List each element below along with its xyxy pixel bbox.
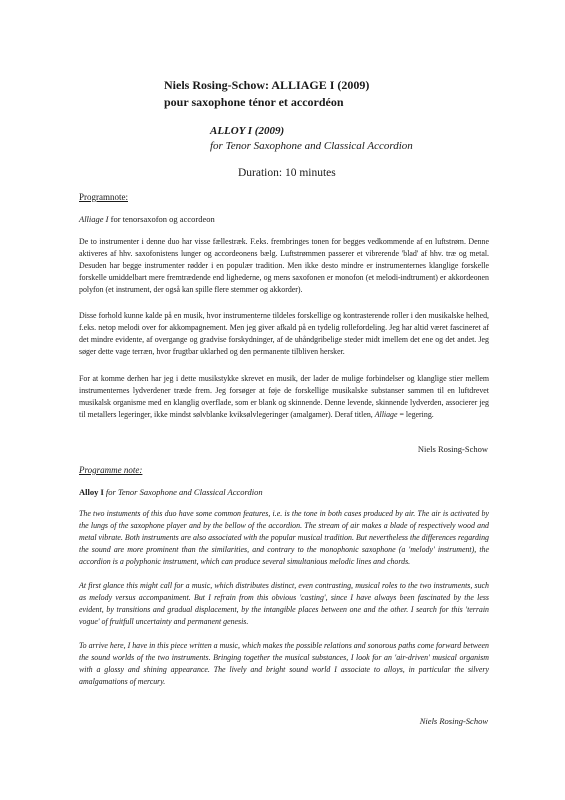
danish-signature: Niels Rosing-Schow <box>417 444 488 454</box>
english-paragraph-1: The two instuments of this duo have some common features, i.e. is the tone in both cases produced by air. The air is activated by the lungs of the saxophone player and by the bellow of the accordion. The stream of air makes a blade of respectively wood and metal vibrate. Both instruments are also associated with the popular musical tradition. But nevertheless the differences regarding the sound are more prominent than the similarities, and contrary to the monophonic saxophone (a 'melody' instrument), the accordion is a polyphonic instrument, which can produce several simultanious melodic lines and chords. <box>79 509 489 566</box>
danish-programme-label: Programnote: <box>79 192 128 202</box>
english-heading-title: Alloy I <box>79 487 104 497</box>
duration: Duration: 10 minutes <box>238 167 336 179</box>
english-programme-label: Programme note: <box>79 465 143 475</box>
danish-paragraph-3-end: = legering. <box>397 409 434 419</box>
page-title-line2: pour saxophone ténor et accordéon <box>164 95 344 109</box>
danish-paragraph-3 <box>79 373 489 421</box>
danish-paragraph-3-text: For at komme derhen har jeg i dette musikstykke skrevet en musik, der lader de mulige forbindelser og klanglige stier mellem instrumenternes lydverdener træde frem. Jeg forsøger at føje de forskellige musikalske substanser sammen til en luftdrevet musikalsk organisme med en klanglig overflade, som er blank og skinnende. Denne levende, skinnende lydverden, associerer jeg til metallers legeringer, ikke mindst sølvblanke kviksølvlegeringer (amalgamer). Deraf titlen, <box>79 374 489 419</box>
danish-heading-title: Alliage I <box>79 214 109 224</box>
english-signature: Niels Rosing-Schow <box>419 716 488 726</box>
danish-paragraph-1: De to instrumenter i denne duo har visse fællestræk. F.eks. frembringes tonen for begges vedkommende af en luftstrøm. Denne aktiveres af hhv. saxofonistens lunger og accordeonens bælg. Luftstrømmen passerer et vibrerende 'blad' af hhv. træ og metal. Desuden har begge instrumenter rødder i en populær tradition. Men ikke desto mindre er instrumenternes klanglige forskelle forskelle umiddelbart mere fremtrædende end lighederne, og mens saxofonen er monofon (et melodi-indtrument) er akkordeonen polyfon (et instrument, der også kan spille flere stemmer og akkorder). <box>79 237 489 294</box>
page-title: Niels Rosing-Schow: ALLIAGE I (2009) <box>164 78 370 92</box>
english-heading <box>79 487 263 497</box>
english-title: ALLOY I (2009) <box>210 125 285 137</box>
danish-heading <box>79 214 215 224</box>
english-paragraph-3: To arrive here, I have in this piece written a music, which makes the possible relations and sonorous paths come forward between the sound worlds of the two instruments. Bringing together the musical substances, I look for an 'air-driven' musical organism with a glossy and shining appearance. The lively and bright sound world I associate to alloys, in particular the silvery amalgamations of mercury. <box>79 641 489 686</box>
english-paragraph-2: At first glance this might call for a music, which distributes distinct, even contrasting, musical roles to the two instruments, such as melody versus accompaniment. But I refrain from this obvious 'casting', since I have always been fascinated by the less evident, by transitions and gradual displacement, by the intangible places between one and the other. I search for this 'terrain vogue' of fruitfull uncertainty and permanent genesis. <box>79 581 489 626</box>
danish-paragraph-2: Disse forhold kunne kalde på en musik, hvor instrumenterne tildeles forskellige og kontrasterende roller i den musikalske helhed, f.eks. netop melodi over for akkompagnement. Men jeg giver afkald på en tydelig rollefordeling. Jeg har altid været fascineret af det mindre evidente, af overgange og gradvise forskydninger, af de uhåndgribelige steder midt imellem det ene og det andet. Jeg søger dette vage terræn, hvor frugtbar uklarhed og den permanente tilbliven hersker. <box>79 311 489 356</box>
danish-paragraph-3-italic: Alliage <box>374 409 398 419</box>
danish-heading-rest: for tenorsaxofon og accordeon <box>108 214 215 224</box>
english-subtitle: for Tenor Saxophone and Classical Accordion <box>210 140 413 152</box>
english-heading-rest: for Tenor Saxophone and Classical Accordion <box>103 487 263 497</box>
